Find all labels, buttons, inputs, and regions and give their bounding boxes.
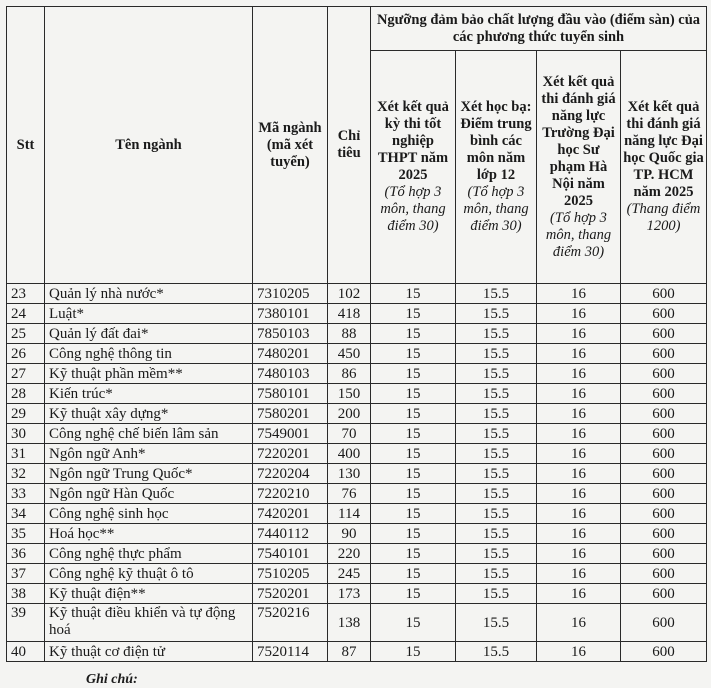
cell-stt: 34 xyxy=(7,504,45,524)
method-thpt-title: Xét kết quả kỳ thi tốt nghiệp THPT năm 2025 xyxy=(377,99,449,183)
cell-name: Công nghệ thông tin xyxy=(45,344,253,364)
cell-stt: 27 xyxy=(7,364,45,384)
cell-hnue: 16 xyxy=(537,604,621,642)
cell-vnuhcm: 600 xyxy=(621,364,707,384)
cell-code: 7540101 xyxy=(253,544,328,564)
cell-thpt: 15 xyxy=(371,384,456,404)
cell-name: Kỹ thuật điện** xyxy=(45,584,253,604)
cell-hnue: 16 xyxy=(537,504,621,524)
cell-thpt: 15 xyxy=(371,484,456,504)
cell-quota: 173 xyxy=(328,584,371,604)
method-vnuhcm-note: (Thang điểm 1200) xyxy=(626,201,701,234)
cell-vnuhcm: 600 xyxy=(621,464,707,484)
cell-stt: 26 xyxy=(7,344,45,364)
cell-quota: 450 xyxy=(328,344,371,364)
cell-thpt: 15 xyxy=(371,604,456,642)
cell-vnuhcm: 600 xyxy=(621,344,707,364)
table-row xyxy=(7,524,707,544)
cell-thpt: 15 xyxy=(371,584,456,604)
cell-name: Luật* xyxy=(45,304,253,324)
cell-quota: 200 xyxy=(328,404,371,424)
cell-hnue: 16 xyxy=(537,484,621,504)
header-name: Tên ngành xyxy=(45,7,253,284)
cell-vnuhcm: 600 xyxy=(621,524,707,544)
cell-vnuhcm: 600 xyxy=(621,384,707,404)
cell-transcript: 15.5 xyxy=(456,504,537,524)
cell-name: Công nghệ sinh học xyxy=(45,504,253,524)
cell-hnue: 16 xyxy=(537,444,621,464)
header-method-transcript xyxy=(456,51,537,284)
cell-quota: 130 xyxy=(328,464,371,484)
cell-stt: 32 xyxy=(7,464,45,484)
cell-code: 7420201 xyxy=(253,504,328,524)
cell-quota: 88 xyxy=(328,324,371,344)
cell-vnuhcm: 600 xyxy=(621,504,707,524)
cell-quota: 245 xyxy=(328,564,371,584)
cell-hnue: 16 xyxy=(537,284,621,304)
cell-thpt: 15 xyxy=(371,524,456,544)
cell-name: Ngôn ngữ Hàn Quốc xyxy=(45,484,253,504)
cell-transcript: 15.5 xyxy=(456,564,537,584)
cell-stt: 30 xyxy=(7,424,45,444)
method-hnue-title: Xét kết quả thi đánh giá năng lực Trường Đại học Sư phạm Hà Nội năm 2025 xyxy=(541,73,616,209)
cell-stt: 38 xyxy=(7,584,45,604)
cell-code: 7549001 xyxy=(253,424,328,444)
cell-code: 7380101 xyxy=(253,304,328,324)
cell-quota: 220 xyxy=(328,544,371,564)
cell-thpt: 15 xyxy=(371,344,456,364)
cell-quota: 70 xyxy=(328,424,371,444)
method-transcript-note: (Tổ hợp 3 môn, thang điểm 30) xyxy=(463,184,529,234)
cell-transcript: 15.5 xyxy=(456,464,537,484)
table-row xyxy=(7,404,707,424)
cell-vnuhcm: 600 xyxy=(621,642,707,662)
cell-thpt: 15 xyxy=(371,444,456,464)
cell-code: 7220204 xyxy=(253,464,328,484)
cell-hnue: 16 xyxy=(537,344,621,364)
cell-transcript: 15.5 xyxy=(456,304,537,324)
table-row xyxy=(7,642,707,662)
table-row xyxy=(7,444,707,464)
cell-stt: 39 xyxy=(7,604,45,642)
method-hnue-note: (Tổ hợp 3 môn, thang điểm 30) xyxy=(545,209,612,260)
table-row xyxy=(7,344,707,364)
method-thpt-note: (Tổ hợp 3 môn, thang điểm 30) xyxy=(380,184,446,234)
cell-code: 7520201 xyxy=(253,584,328,604)
cell-thpt: 15 xyxy=(371,504,456,524)
cell-vnuhcm: 600 xyxy=(621,484,707,504)
header-stt: Stt xyxy=(7,7,45,284)
cell-stt: 29 xyxy=(7,404,45,424)
cell-thpt: 15 xyxy=(371,544,456,564)
table-row xyxy=(7,604,707,642)
cell-transcript: 15.5 xyxy=(456,364,537,384)
cell-hnue: 16 xyxy=(537,424,621,444)
header-threshold-group: Ngưỡng đảm bảo chất lượng đầu vào (điểm sàn) của các phương thức tuyển sinh xyxy=(371,7,707,51)
cell-vnuhcm: 600 xyxy=(621,304,707,324)
cell-name: Quản lý nhà nước* xyxy=(45,284,253,304)
cell-vnuhcm: 600 xyxy=(621,544,707,564)
cell-hnue: 16 xyxy=(537,544,621,564)
cell-hnue: 16 xyxy=(537,304,621,324)
cell-code: 7480201 xyxy=(253,344,328,364)
cell-name: Kỹ thuật điều khiển và tự động hoá xyxy=(45,604,253,642)
cell-vnuhcm: 600 xyxy=(621,584,707,604)
cell-hnue: 16 xyxy=(537,642,621,662)
header-method-thpt xyxy=(371,51,456,284)
cell-code: 7510205 xyxy=(253,564,328,584)
cell-stt: 23 xyxy=(7,284,45,304)
cell-thpt: 15 xyxy=(371,324,456,344)
header-method-vnuhcm xyxy=(621,51,707,284)
cell-vnuhcm: 600 xyxy=(621,564,707,584)
cell-name: Kiến trúc* xyxy=(45,384,253,404)
table-row xyxy=(7,364,707,384)
cell-vnuhcm: 600 xyxy=(621,604,707,642)
cell-transcript: 15.5 xyxy=(456,444,537,464)
cell-code: 7440112 xyxy=(253,524,328,544)
table-row xyxy=(7,324,707,344)
cell-quota: 138 xyxy=(328,604,371,642)
cell-transcript: 15.5 xyxy=(456,284,537,304)
cell-code: 7850103 xyxy=(253,324,328,344)
cell-transcript: 15.5 xyxy=(456,604,537,642)
cell-thpt: 15 xyxy=(371,564,456,584)
header-quota: Chỉ tiêu xyxy=(328,7,371,284)
cell-code: 7580101 xyxy=(253,384,328,404)
cell-thpt: 15 xyxy=(371,424,456,444)
cell-stt: 24 xyxy=(7,304,45,324)
cell-thpt: 15 xyxy=(371,304,456,324)
cell-name: Công nghệ chế biến lâm sản xyxy=(45,424,253,444)
cell-stt: 31 xyxy=(7,444,45,464)
table-row xyxy=(7,544,707,564)
cell-code: 7480103 xyxy=(253,364,328,384)
cell-name: Ngôn ngữ Trung Quốc* xyxy=(45,464,253,484)
cell-transcript: 15.5 xyxy=(456,484,537,504)
cell-quota: 90 xyxy=(328,524,371,544)
cell-name: Kỹ thuật phần mềm** xyxy=(45,364,253,384)
cell-name: Kỹ thuật cơ điện tử xyxy=(45,642,253,662)
cell-quota: 87 xyxy=(328,642,371,662)
table-row xyxy=(7,484,707,504)
table-row xyxy=(7,564,707,584)
cell-transcript: 15.5 xyxy=(456,344,537,364)
cell-hnue: 16 xyxy=(537,384,621,404)
cell-name: Hoá học** xyxy=(45,524,253,544)
cell-name: Công nghệ kỹ thuật ô tô xyxy=(45,564,253,584)
cell-vnuhcm: 600 xyxy=(621,324,707,344)
cell-stt: 40 xyxy=(7,642,45,662)
cell-code: 7310205 xyxy=(253,284,328,304)
cell-code: 7220201 xyxy=(253,444,328,464)
cell-transcript: 15.5 xyxy=(456,404,537,424)
cell-vnuhcm: 600 xyxy=(621,424,707,444)
table-row xyxy=(7,304,707,324)
cell-stt: 25 xyxy=(7,324,45,344)
cell-name: Kỹ thuật xây dựng* xyxy=(45,404,253,424)
cell-code: 7520216 xyxy=(253,604,328,642)
cell-transcript: 15.5 xyxy=(456,584,537,604)
cell-name: Công nghệ thực phẩm xyxy=(45,544,253,564)
cell-hnue: 16 xyxy=(537,584,621,604)
cell-thpt: 15 xyxy=(371,284,456,304)
cell-stt: 28 xyxy=(7,384,45,404)
cell-transcript: 15.5 xyxy=(456,424,537,444)
table-row xyxy=(7,584,707,604)
table-row xyxy=(7,384,707,404)
table-row xyxy=(7,424,707,444)
cell-hnue: 16 xyxy=(537,404,621,424)
table-row xyxy=(7,464,707,484)
cell-thpt: 15 xyxy=(371,404,456,424)
cell-quota: 150 xyxy=(328,384,371,404)
table-row xyxy=(7,504,707,524)
cell-transcript: 15.5 xyxy=(456,384,537,404)
cell-stt: 36 xyxy=(7,544,45,564)
cell-transcript: 15.5 xyxy=(456,642,537,662)
header-code: Mã ngành (mã xét tuyển) xyxy=(253,7,328,284)
cell-stt: 35 xyxy=(7,524,45,544)
cell-thpt: 15 xyxy=(371,642,456,662)
cell-quota: 76 xyxy=(328,484,371,504)
cell-code: 7520114 xyxy=(253,642,328,662)
cell-quota: 400 xyxy=(328,444,371,464)
cell-hnue: 16 xyxy=(537,524,621,544)
cell-hnue: 16 xyxy=(537,564,621,584)
table-row xyxy=(7,284,707,304)
cell-thpt: 15 xyxy=(371,464,456,484)
cell-stt: 37 xyxy=(7,564,45,584)
cell-quota: 102 xyxy=(328,284,371,304)
cell-transcript: 15.5 xyxy=(456,324,537,344)
cell-transcript: 15.5 xyxy=(456,524,537,544)
cell-hnue: 16 xyxy=(537,364,621,384)
admission-threshold-table xyxy=(6,6,707,662)
cell-quota: 418 xyxy=(328,304,371,324)
cell-name: Quản lý đất đai* xyxy=(45,324,253,344)
cell-hnue: 16 xyxy=(537,324,621,344)
cell-hnue: 16 xyxy=(537,464,621,484)
cell-name: Ngôn ngữ Anh* xyxy=(45,444,253,464)
cell-vnuhcm: 600 xyxy=(621,284,707,304)
cell-code: 7220210 xyxy=(253,484,328,504)
cell-code: 7580201 xyxy=(253,404,328,424)
cell-transcript: 15.5 xyxy=(456,544,537,564)
cell-stt: 33 xyxy=(7,484,45,504)
cell-quota: 114 xyxy=(328,504,371,524)
cell-thpt: 15 xyxy=(371,364,456,384)
cell-vnuhcm: 600 xyxy=(621,444,707,464)
method-vnuhcm-title: Xét kết quả thi đánh giá năng lực Đại học Quốc gia TP. HCM năm 2025 xyxy=(623,99,704,200)
header-method-hnue xyxy=(537,51,621,284)
method-transcript-title: Xét học bạ: Điểm trung bình các môn năm lớp 12 xyxy=(460,99,532,183)
footnote: Ghi chú: xyxy=(86,672,138,687)
cell-vnuhcm: 600 xyxy=(621,404,707,424)
cell-quota: 86 xyxy=(328,364,371,384)
